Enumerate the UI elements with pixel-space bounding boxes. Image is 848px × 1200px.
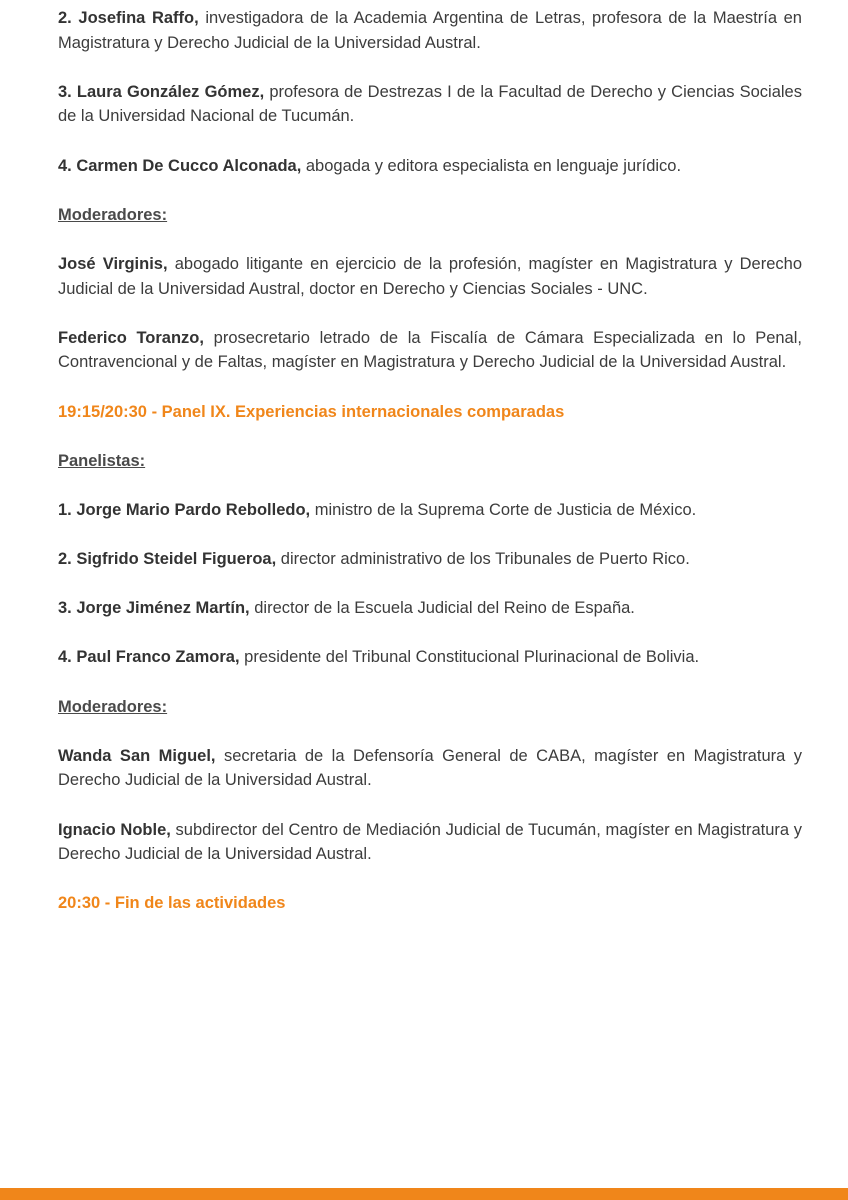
panelist-description: investigadora de la Academia Argentina de Letras, profesora de la Maestría en Magistratura y Derecho Judicial de la Universidad Austral. bbox=[58, 9, 802, 52]
panelist-entry bbox=[58, 498, 802, 523]
panelist-name: 3. Laura González Gómez, bbox=[58, 82, 265, 101]
moderator-name: José Virginis, bbox=[58, 254, 168, 273]
panelist-entry bbox=[58, 80, 802, 129]
moderator-entry bbox=[58, 252, 802, 301]
panelist-entry bbox=[58, 645, 802, 670]
program-page bbox=[58, 6, 802, 941]
panel-title: 19:15/20:30 - Panel IX. Experiencias internacionales comparadas bbox=[58, 402, 565, 421]
panelist-entry bbox=[58, 547, 802, 572]
panelists-heading: Panelistas: bbox=[58, 451, 146, 470]
panelist-name: 2. Josefina Raffo, bbox=[58, 9, 199, 27]
moderators-heading: Moderadores: bbox=[58, 205, 168, 224]
footer-accent-bar bbox=[0, 1188, 848, 1200]
panelist-name: 4. Carmen De Cucco Alconada, bbox=[58, 156, 302, 175]
moderators-heading: Moderadores: bbox=[58, 697, 168, 716]
panelist-description: presidente del Tribunal Constitucional Plurinacional de Bolivia. bbox=[239, 648, 700, 667]
moderator-name: Wanda San Miguel, bbox=[58, 746, 216, 765]
panelist-name: 1. Jorge Mario Pardo Rebolledo, bbox=[58, 500, 311, 519]
moderator-description: subdirector del Centro de Mediación Judicial de Tucumán, magíster en Magistratura y Derecho Judicial de la Universidad Austral. bbox=[58, 820, 803, 864]
closing-title: 20:30 - Fin de las actividades bbox=[58, 894, 286, 913]
moderator-entry bbox=[58, 818, 802, 867]
moderator-name: Ignacio Noble, bbox=[58, 820, 171, 839]
moderator-entry bbox=[58, 326, 802, 375]
panelist-entry bbox=[58, 6, 802, 55]
moderator-entry bbox=[58, 744, 802, 793]
moderator-description: secretaria de la Defensoría General de CABA, magíster en Magistratura y Derecho Judicial de la Universidad Austral. bbox=[58, 746, 803, 790]
panelist-description: director administrativo de los Tribunales de Puerto Rico. bbox=[276, 550, 690, 569]
panelist-description: ministro de la Suprema Corte de Justicia de México. bbox=[310, 500, 697, 519]
panelist-name: 3. Jorge Jiménez Martín, bbox=[58, 599, 250, 618]
moderator-description: abogado litigante en ejercicio de la profesión, magíster en Magistratura y Derecho Judicial de la Universidad Austral, doctor en Derecho y Ciencias Sociales - UNC. bbox=[58, 254, 802, 298]
panelist-entry bbox=[58, 596, 802, 621]
panelist-name: 2. Sigfrido Steidel Figueroa, bbox=[58, 550, 277, 569]
panelist-description: abogada y editora especialista en lenguaje jurídico. bbox=[301, 156, 682, 175]
panelist-description: director de la Escuela Judicial del Reino de España. bbox=[249, 599, 635, 618]
panelist-description: profesora de Destrezas I de la Facultad de Derecho y Ciencias Sociales de la Universidad Nacional de Tucumán. bbox=[58, 82, 802, 126]
panelist-entry bbox=[58, 154, 802, 179]
moderator-name: Federico Toranzo, bbox=[58, 328, 204, 347]
panelist-name: 4. Paul Franco Zamora, bbox=[58, 648, 240, 667]
moderator-description: prosecretario letrado de la Fiscalía de Cámara Especializada en lo Penal, Contravencional y de Faltas, magíster en Magistratura y Derecho Judicial de la Universidad Austral. bbox=[58, 328, 802, 372]
